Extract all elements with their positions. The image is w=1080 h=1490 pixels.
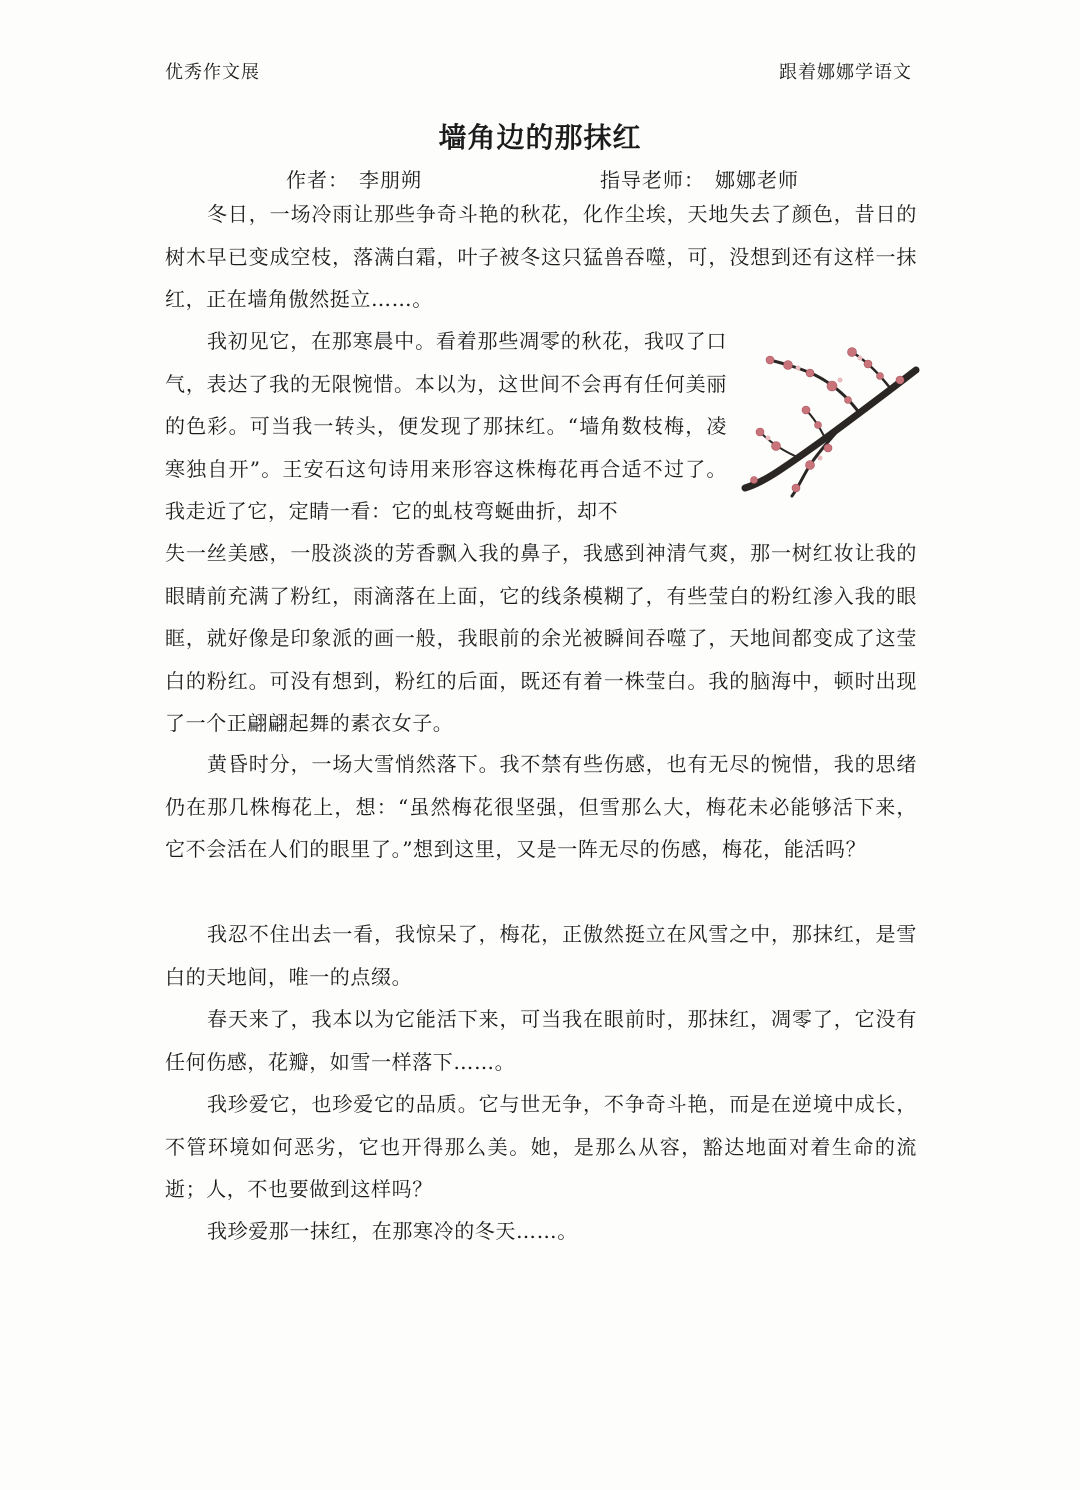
teacher-name: 娜娜老师 <box>715 168 799 192</box>
paragraph-4: 我忍不住出去一看，我惊呆了，梅花，正傲然挺立在风雪之中，那抹红，是雪白的天地间，唯一的点缀。 <box>165 922 917 989</box>
teacher-label: 指导老师： <box>600 168 705 192</box>
paragraph-6: 我珍爱它，也珍爱它的品质。它与世无争，不争奇斗艳，而是在逆境中成长，不管环境如何恶劣，它也开得那么美。她，是那么从容，豁达地面对着生命的流逝；人，不也要做到这样吗？ <box>165 1092 917 1201</box>
essay-title: 墙角边的那抹红 <box>438 121 642 154</box>
paragraph-7: 我珍爱那一抹红，在那寒冷的冬天……。 <box>207 1219 578 1243</box>
paragraph-2-part-1: 我初见它，在那寒晨中。看着那些凋零的秋花，我叹了口气，表达了我的无限惋惜。本以为，这世间不会再有任何美丽的色彩。可当我一转头，便发现了那抹红。“墙角数枝梅，凌寒独自开”。王安石这句诗用来形容这株梅花再合适不过了。我走近了它，定睛一看：它的虬枝弯蜒曲折，却不 <box>165 329 727 523</box>
paragraph-5: 春天来了，我本以为它能活下来，可当我在眼前时，那抹红，凋零了，它没有任何伤感，花瓣，如雪一样落下……。 <box>165 1007 917 1074</box>
author-label: 作者： <box>286 168 349 192</box>
author-name: 李朋朔 <box>359 168 422 192</box>
author-line <box>286 164 422 193</box>
paragraph-1: 冬日，一场冷雨让那些争奇斗艳的秋花，化作尘埃，天地失去了颜色，昔日的树木早已变成空枝，落满白霜，叶子被冬这只猛兽吞噬，可，没想到还有这样一抹红，正在墙角傲然挺立……。 <box>165 202 917 311</box>
paragraph-3: 黄昏时分，一场大雪悄然落下。我不禁有些伤感，也有无尽的惋惜，我的思绪仍在那几株梅花上，想：“虽然梅花很坚强，但雪那么大，梅花未必能够活下来，它不会活在人们的眼里了。”想到这里，又是一阵无尽的伤感，梅花，能活吗？ <box>165 752 917 861</box>
teacher-line <box>600 164 799 193</box>
header-column-name: 优秀作文展 <box>165 62 260 83</box>
paragraph-2-part-2: 失一丝美感，一股淡淡的芳香飘入我的鼻子，我感到神清气爽，那一树红妆让我的眼睛前充满了粉红，雨滴落在上面，它的线条模糊了，有些莹白的粉红渗入我的眼眶，就好像是印象派的画一般，我眼前的余光被瞬间吞噬了，天地间都变成了这莹白的粉红。可没有想到，粉红的后面，既还有着一株莹白。我的脑海中，顿时出现了一个正翩翩起舞的素衣女子。 <box>165 541 917 735</box>
header-brand: 跟着娜娜学语文 <box>779 62 912 83</box>
plum-blossom-branch-icon <box>740 340 920 500</box>
